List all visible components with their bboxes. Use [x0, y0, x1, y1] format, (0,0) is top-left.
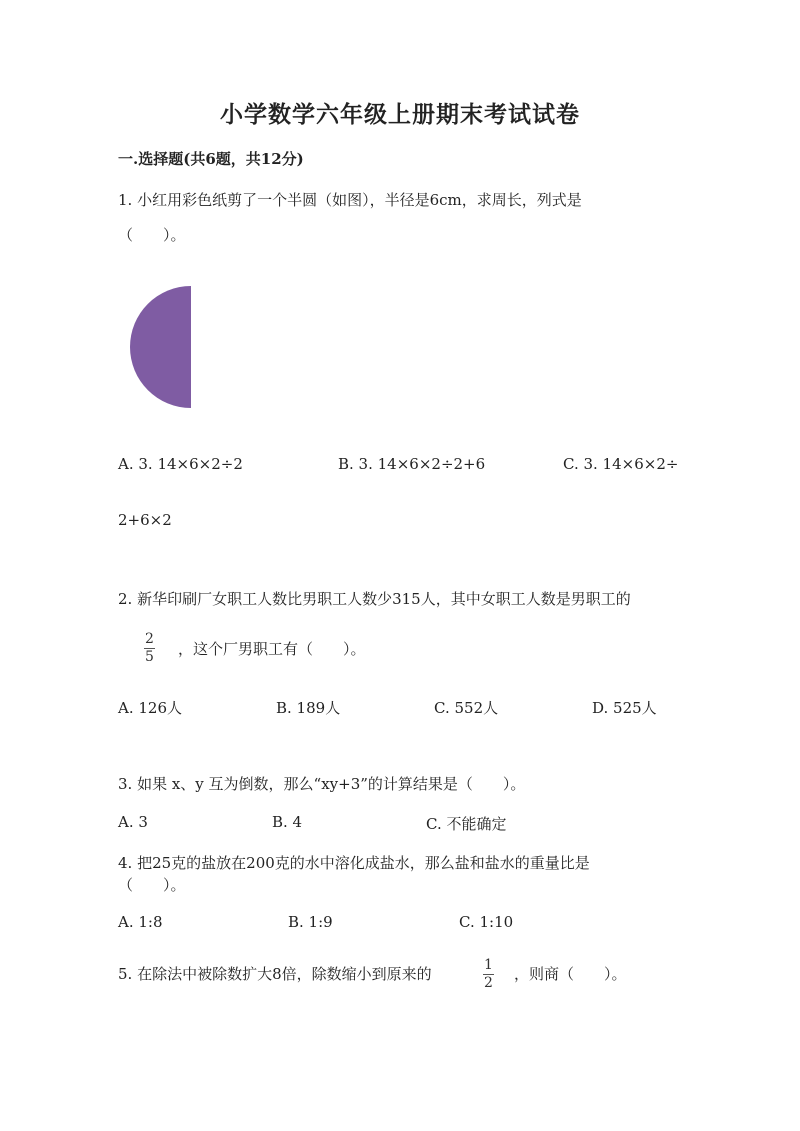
question-5-text-continued: ，则商（ ）。 — [514, 965, 627, 983]
question-4-option-c: C. 1:10 — [459, 913, 514, 931]
fraction-one-half — [483, 958, 494, 991]
question-4-blank: （ ）。 — [118, 876, 186, 894]
question-2-text: 2. 新华印刷厂女职工人数比男职工人数少315人，其中女职工人数是男职工的 — [118, 590, 631, 608]
question-3-option-c: C. 不能确定 — [426, 815, 507, 833]
question-1-option-b: B. 3. 14×6×2÷2+6 — [338, 455, 486, 473]
question-3-option-b: B. 4 — [272, 813, 303, 831]
question-2-option-c: C. 552人 — [434, 699, 499, 717]
question-4-text: 4. 把25克的盐放在200克的水中溶化成盐水，那么盐和盐水的重量比是 — [118, 854, 590, 872]
question-1-text: 1. 小红用彩色纸剪了一个半圆（如图），半径是6cm，求周长，列式是 — [118, 191, 582, 209]
page-title: 小学数学六年级上册期末考试试卷 — [220, 101, 580, 128]
fraction-two-fifths — [144, 632, 155, 665]
question-4-option-a: A. 1:8 — [118, 913, 163, 931]
question-4-option-b: B. 1:9 — [288, 913, 333, 931]
question-2-option-b: B. 189人 — [276, 699, 341, 717]
section-heading: 一.选择题(共6题，共12分) — [118, 150, 304, 168]
fraction-denominator: 2 — [484, 975, 493, 991]
question-2-option-d: D. 525人 — [592, 699, 657, 717]
semicircle-figure — [125, 284, 195, 410]
question-1-option-c-wrap: 2+6×2 — [118, 511, 172, 529]
fraction-numerator: 1 — [484, 957, 493, 973]
semicircle-shape — [130, 286, 191, 408]
question-1-option-a: A. 3. 14×6×2÷2 — [118, 455, 243, 473]
question-3-text: 3. 如果 x、y 互为倒数，那么“xy+3”的计算结果是（ ）。 — [118, 775, 526, 793]
question-5-text: 5. 在除法中被除数扩大8倍，除数缩小到原来的 — [118, 965, 432, 983]
question-3-option-a: A. 3 — [118, 813, 148, 831]
question-1-blank: （ ）。 — [118, 226, 186, 244]
fraction-numerator: 2 — [145, 631, 154, 647]
question-1-option-c: C. 3. 14×6×2÷ — [563, 455, 679, 473]
fraction-denominator: 5 — [145, 649, 154, 665]
question-2-option-a: A. 126人 — [118, 699, 182, 717]
question-2-text-continued: ，这个厂男职工有（ ）。 — [178, 640, 366, 658]
